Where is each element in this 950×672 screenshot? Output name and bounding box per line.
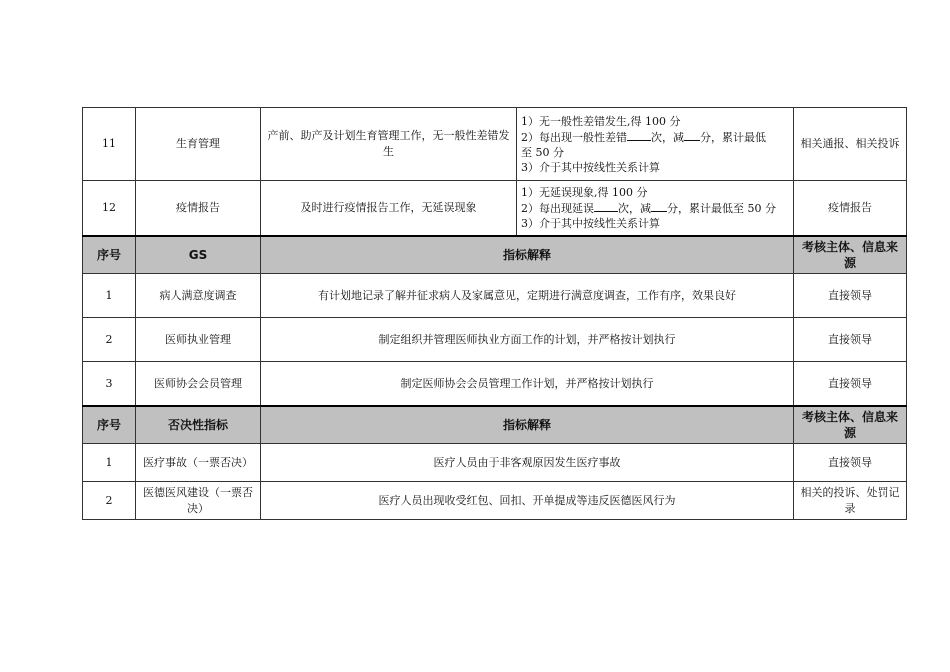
header-desc: 指标解释	[261, 406, 794, 444]
rule-line: 3）介于其中按线性关系计算	[521, 160, 660, 174]
header-source: 考核主体、信息来源	[794, 406, 907, 444]
header-source: 考核主体、信息来源	[794, 236, 907, 274]
row-number: 1	[83, 444, 136, 482]
table-row	[83, 318, 907, 362]
info-source: 相关通报、相关投诉	[794, 108, 907, 181]
fill-blank	[651, 200, 667, 212]
table-row	[83, 108, 907, 181]
scoring-rules	[517, 108, 794, 181]
rule-line: 2）每出现延误 次，减 分，累计最低至 50 分	[521, 202, 776, 215]
table-row	[83, 274, 907, 318]
header-no: 序号	[83, 406, 136, 444]
info-source: 直接领导	[794, 444, 907, 482]
indicator-description: 有计划地记录了解并征求病人及家属意见，定期进行满意度调查，工作有序，效果良好	[261, 274, 794, 318]
performance-indicator-table	[82, 107, 907, 520]
indicator-name: 医德医风建设（一票否决）	[136, 482, 261, 520]
table-row	[83, 482, 907, 520]
row-number: 12	[83, 181, 136, 237]
info-source: 直接领导	[794, 318, 907, 362]
rule-line: 1）无一般性差错发生,得 100 分	[521, 114, 681, 128]
info-source: 直接领导	[794, 362, 907, 407]
row-number: 1	[83, 274, 136, 318]
table-row	[83, 362, 907, 407]
row-number: 2	[83, 318, 136, 362]
indicator-name: 医疗事故（一票否决）	[136, 444, 261, 482]
fill-blank	[684, 129, 700, 141]
rule-line: 3）介于其中按线性关系计算	[521, 217, 660, 230]
scoring-rules	[517, 181, 794, 237]
fill-blank	[594, 200, 618, 212]
indicator-description: 制定医师协会会员管理工作计划，并严格按计划执行	[261, 362, 794, 407]
rule-line: 1）无延误现象,得 100 分	[521, 186, 648, 199]
row-number: 2	[83, 482, 136, 520]
indicator-name: 医师执业管理	[136, 318, 261, 362]
indicator-description: 产前、助产及计划生育管理工作，无一般性差错发生	[261, 108, 517, 181]
header-item: GS	[136, 236, 261, 274]
header-no: 序号	[83, 236, 136, 274]
indicator-name: 医师协会会员管理	[136, 362, 261, 407]
row-number: 11	[83, 108, 136, 181]
header-item: 否决性指标	[136, 406, 261, 444]
gs-header-row	[83, 236, 907, 274]
indicator-name: 生育管理	[136, 108, 261, 181]
indicator-description: 医疗人员由于非客观原因发生医疗事故	[261, 444, 794, 482]
veto-header-row	[83, 406, 907, 444]
row-number: 3	[83, 362, 136, 407]
info-source: 相关的投诉、处罚记录	[794, 482, 907, 520]
fill-blank	[627, 129, 651, 141]
indicator-description: 制定组织并管理医师执业方面工作的计划，并严格按计划执行	[261, 318, 794, 362]
indicator-name: 病人满意度调查	[136, 274, 261, 318]
info-source: 疫情报告	[794, 181, 907, 237]
rule-line: 2）每出现一般性差错 次，减 分，累计最低	[521, 130, 766, 144]
table-row	[83, 444, 907, 482]
info-source: 直接领导	[794, 274, 907, 318]
indicator-description: 医疗人员出现收受红包、回扣、开单提成等违反医德医风行为	[261, 482, 794, 520]
table-row	[83, 181, 907, 237]
indicator-description: 及时进行疫情报告工作，无延误现象	[261, 181, 517, 237]
rule-line: 至 50 分	[521, 145, 564, 159]
header-desc: 指标解释	[261, 236, 794, 274]
indicator-name: 疫情报告	[136, 181, 261, 237]
